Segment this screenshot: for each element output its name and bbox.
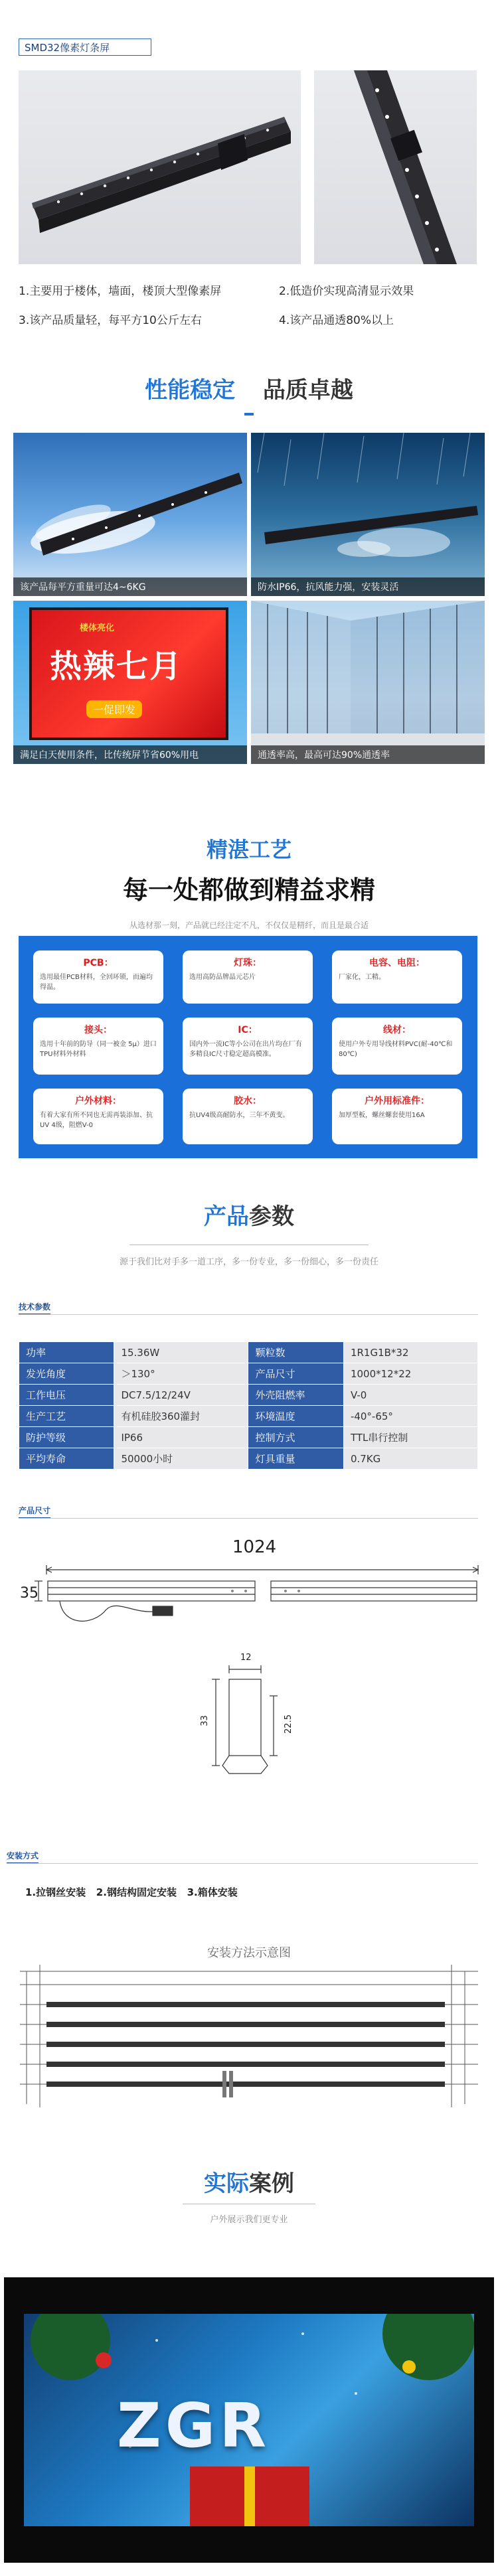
craft-panel xyxy=(19,936,477,1158)
craft-card-text: 有着大家有所不同也无需再装添加、抗UV 4级，阻燃V-0 xyxy=(40,1112,153,1129)
screen-sub: 一促即发 xyxy=(86,700,142,718)
photo-transparency xyxy=(251,601,485,764)
craft-card-glue xyxy=(183,1089,313,1144)
stability-title-blue: 性能稳定 xyxy=(145,377,236,404)
dimension-height: 35 xyxy=(20,1585,39,1602)
craft-card-title: 电容、电阻： xyxy=(369,958,425,968)
photo-transparency-caption: 通透率高，最高可达90%通透率 xyxy=(251,745,485,764)
craft-card-title: 户外用标准件： xyxy=(365,1096,430,1106)
spec-table xyxy=(19,1341,478,1470)
craft-card-title: 接头： xyxy=(84,1025,112,1035)
spec-value: 1R1G1B*32 xyxy=(343,1342,477,1363)
craft-card-title: 灯珠： xyxy=(234,958,262,968)
craft-card-pcb xyxy=(33,950,163,1004)
craft-card-text: 使用户外专用导线材料PVC(耐-40℃和80℃) xyxy=(339,1041,453,1058)
spec-row xyxy=(19,1385,478,1406)
spec-value: 有机硅胶360灌封 xyxy=(114,1406,248,1427)
spec-value: DC7.5/12/24V xyxy=(114,1385,248,1406)
spec-value: ＞130° xyxy=(114,1363,248,1385)
stability-title xyxy=(0,372,498,404)
craft-card-title: IC： xyxy=(238,1025,258,1035)
dimension-width: 12 xyxy=(240,1653,252,1663)
feature-3: 3.该产品质量轻，每平方10公斤左右 xyxy=(19,314,202,327)
product-tag: SMD32像素灯条屏 xyxy=(19,38,151,56)
photo-waterproof-caption: 防水IP66，抗风能力强，安装灵活 xyxy=(251,577,485,596)
case-photo xyxy=(4,2277,494,2563)
craft-card-wire xyxy=(332,1018,462,1075)
craft-card-ic xyxy=(183,1018,313,1075)
spec-key: 产品尺寸 xyxy=(248,1363,343,1385)
spec-key: 平均寿命 xyxy=(19,1448,114,1470)
spec-key: 功率 xyxy=(19,1342,114,1363)
dimension-label-rule xyxy=(19,1518,478,1519)
dimension-label: 产品尺寸 xyxy=(19,1505,50,1519)
spec-value: 50000小时 xyxy=(114,1448,248,1470)
craft-card-capacitor xyxy=(332,950,462,1004)
craft-card-led xyxy=(183,950,313,1004)
photo-waterproof xyxy=(251,433,485,596)
craft-card-text: 国内外一流IC等小公司在出片均在厂有多精良IC尺寸稳定超高模准。 xyxy=(189,1041,302,1058)
dimension-depth-b: 22.5 xyxy=(283,1714,293,1734)
craft-card-text: 抗UV4级高耐防水，三年不黄变。 xyxy=(189,1112,290,1119)
spec-value: V-0 xyxy=(343,1385,477,1406)
spec-row xyxy=(19,1448,478,1470)
install-label-rule xyxy=(7,1863,478,1864)
craft-title: 精湛工艺 xyxy=(206,837,291,862)
spec-value: -40°-65° xyxy=(343,1406,477,1427)
screen-headline: 热辣七月 xyxy=(50,648,183,685)
dimension-drawing xyxy=(0,1527,498,1812)
craft-card-text: 选用高防品牌晶元芯片 xyxy=(189,974,256,981)
title-accent-dot xyxy=(244,413,254,416)
window-facade-illustration xyxy=(251,601,485,764)
feature-4: 4.该产品通透80%以上 xyxy=(279,314,394,327)
cases-title-blue: 实际 xyxy=(204,2170,249,2197)
craft-card-title: 户外材料： xyxy=(75,1096,122,1106)
spec-label-wrap xyxy=(19,1300,50,1315)
cases-title xyxy=(0,2165,498,2198)
install-diagram xyxy=(0,1965,498,2111)
spec-row xyxy=(19,1363,478,1385)
spec-key: 颗粒数 xyxy=(248,1342,343,1363)
light-bar-photo-main xyxy=(19,70,301,264)
screen-small-label: 楼体亮化 xyxy=(80,623,115,633)
spec-key: 外壳阻燃率 xyxy=(248,1385,343,1406)
craft-card-text: 加厚型板，螺丝螺套使用16A xyxy=(339,1112,425,1119)
stability-title-black: 品质卓越 xyxy=(262,377,353,404)
spec-row xyxy=(19,1406,478,1427)
dimension-depth-a: 33 xyxy=(199,1715,210,1726)
craft-card-text: 选用最佳PCB材料，全回环锁，而遍均得温。 xyxy=(40,974,153,991)
craft-card-text: 选用十年前的防导（同一被金 5μ）进口TPU材料外材料 xyxy=(40,1041,157,1058)
params-sub: 源于我们比对手多一道工序，多一份专业，多一份细心，多一份责任 xyxy=(119,1257,378,1267)
spec-label-rule xyxy=(19,1314,478,1315)
photo-weight-caption: 该产品每平方重量可达4~6KG xyxy=(13,577,247,596)
photo-daylight xyxy=(13,601,247,764)
light-bar-photo-angle xyxy=(314,70,477,264)
dimension-length: 1024 xyxy=(232,1537,277,1557)
feature-1: 1.主要用于楼体，墙面，楼顶大型像素屏 xyxy=(19,285,222,298)
photo-weight xyxy=(13,433,247,596)
spec-key: 工作电压 xyxy=(19,1385,114,1406)
cases-sub: 户外展示我们更专业 xyxy=(210,2215,288,2225)
install-methods: 1.拉钢丝安装 2.钢结构固定安装 3.箱体安装 xyxy=(25,1886,238,1898)
rain-light-bar-illustration xyxy=(251,433,485,596)
craft-card-title: 胶水： xyxy=(234,1096,262,1106)
craft-card-title: 线材： xyxy=(383,1025,411,1035)
spec-value: 1000*12*22 xyxy=(343,1363,477,1385)
craft-sub: 从选材那一刻，产品就已经注定不凡，不仅仅是精纤，而且是最合适 xyxy=(129,921,369,930)
light-bar-illustration xyxy=(19,70,301,264)
craft-card-connector xyxy=(33,1018,163,1075)
craft-card-outdoor-material xyxy=(33,1089,163,1144)
dimension-label-wrap xyxy=(19,1503,50,1519)
params-title xyxy=(0,1198,498,1231)
craft-card-fasteners xyxy=(332,1089,462,1144)
spec-value: 15.36W xyxy=(114,1342,248,1363)
spec-label: 技术参数 xyxy=(19,1301,50,1315)
spec-value: IP66 xyxy=(114,1427,248,1448)
light-bar-angle-illustration xyxy=(314,70,477,264)
params-title-blue: 产品 xyxy=(204,1203,249,1230)
spec-key: 生产工艺 xyxy=(19,1406,114,1427)
spec-key: 灯具重量 xyxy=(248,1448,343,1470)
spec-key: 控制方式 xyxy=(248,1427,343,1448)
spec-key: 环境温度 xyxy=(248,1406,343,1427)
install-diagram-title: 安装方法示意图 xyxy=(207,1946,291,1960)
params-title-black: 参数 xyxy=(249,1203,294,1230)
craft-card-title: PCB： xyxy=(83,958,114,968)
spec-value: 0.7KG xyxy=(343,1448,477,1470)
install-label: 安装方式 xyxy=(7,1850,39,1864)
spec-row xyxy=(19,1427,478,1448)
photo-daylight-caption: 满足白天使用条件，比传统屏节省60%用电 xyxy=(13,745,247,764)
craft-headline: 每一处都做到精益求精 xyxy=(122,875,375,905)
spec-key: 发光角度 xyxy=(19,1363,114,1385)
spec-row xyxy=(19,1342,478,1363)
feather-light-bar-illustration xyxy=(13,433,247,596)
craft-card-text: 厂家化，工精。 xyxy=(339,974,385,981)
spec-key: 防护等级 xyxy=(19,1427,114,1448)
cases-title-black: 案例 xyxy=(249,2170,294,2197)
spec-value: TTL串行控制 xyxy=(343,1427,477,1448)
case-brand-text: ZGR xyxy=(117,2390,271,2461)
install-label-wrap xyxy=(7,1849,39,1864)
feature-2: 2.低造价实现高清显示效果 xyxy=(279,285,414,298)
